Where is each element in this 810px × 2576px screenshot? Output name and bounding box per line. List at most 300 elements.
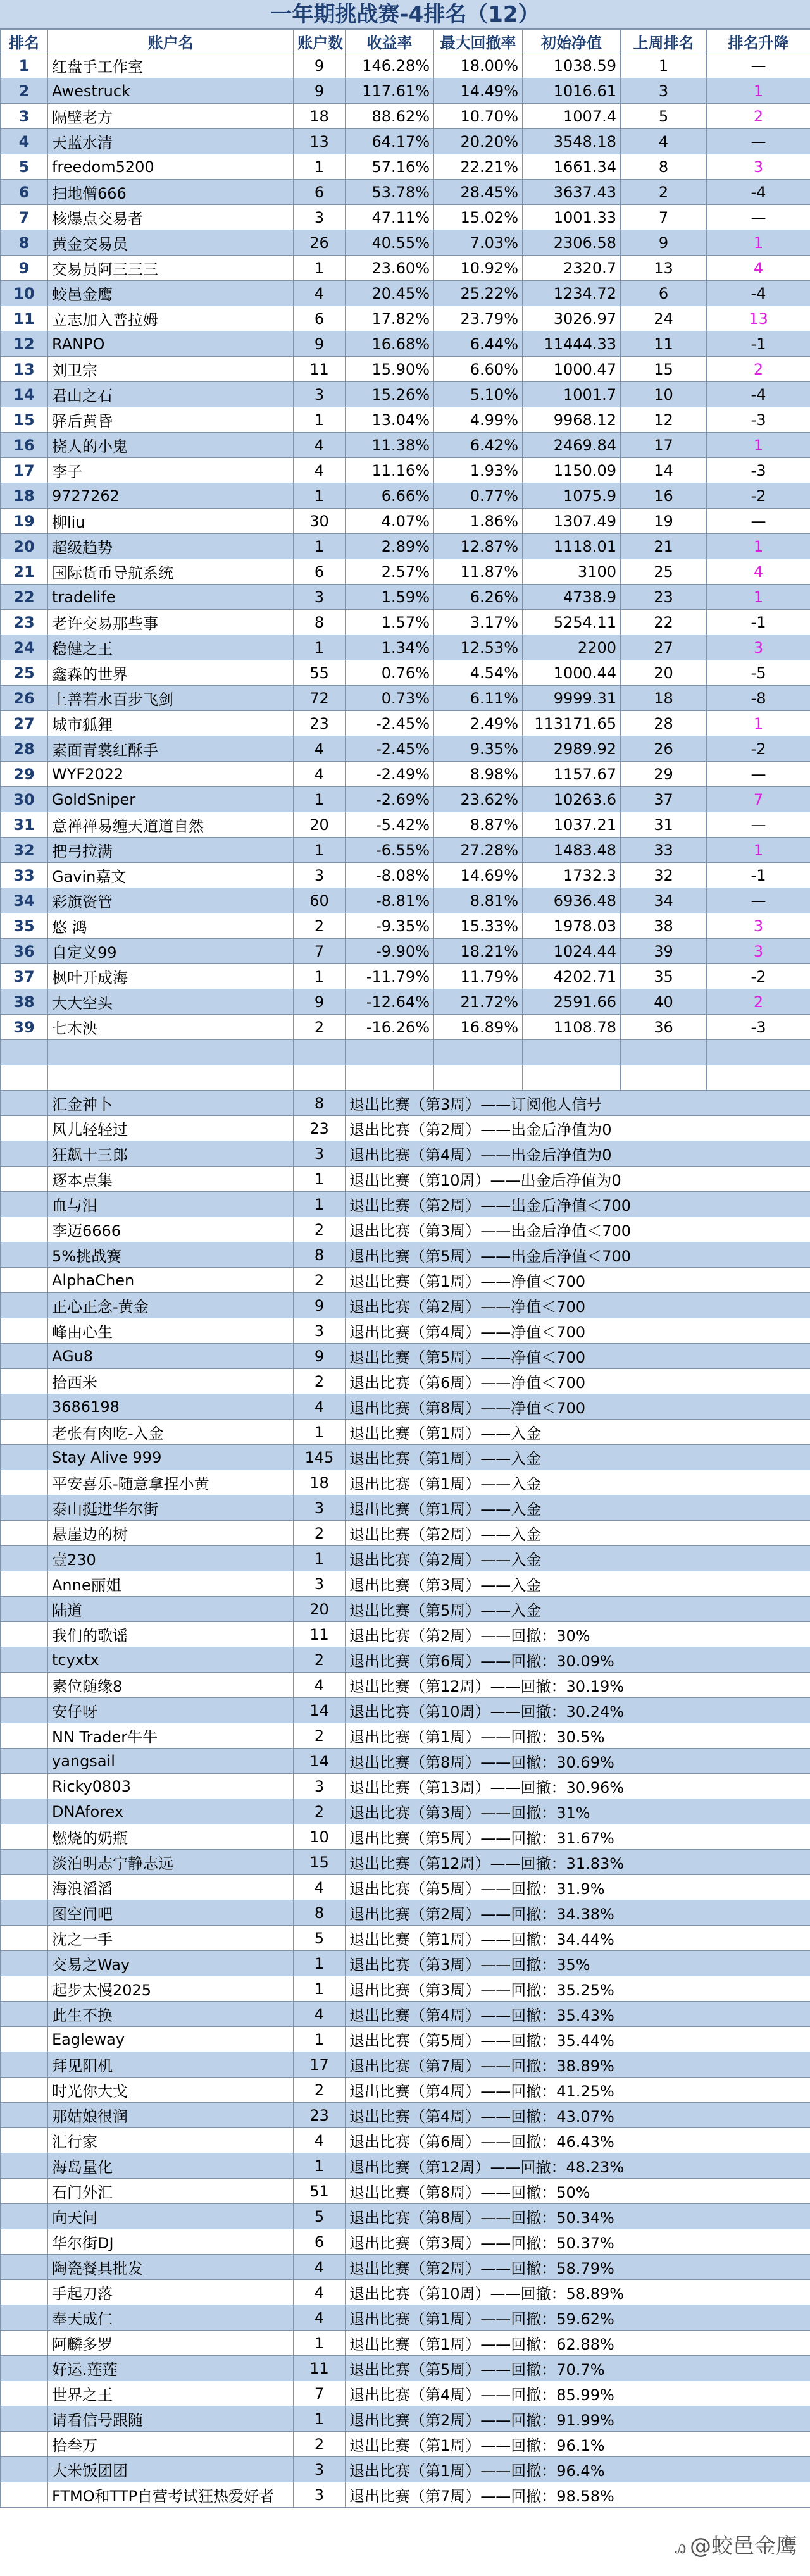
rank-change-cell: 2 (707, 357, 810, 382)
initial-nav-cell: 2200 (523, 635, 621, 660)
last-week-rank-cell: 12 (621, 407, 707, 433)
empty-cell (1, 2027, 48, 2052)
exited-account-name-cell: 石门外汇 (48, 2179, 294, 2204)
max-drawdown-cell: 6.42% (434, 433, 523, 458)
exited-account-name-cell: 汇行家 (48, 2128, 294, 2153)
exited-account-count-cell: 18 (294, 1470, 346, 1495)
return-rate-cell: 2.89% (346, 534, 434, 559)
empty-cell (1, 1420, 48, 1445)
account-count-cell: 6 (294, 306, 346, 331)
rank-cell: 31 (1, 812, 48, 838)
exited-account-name-cell: 安仔呀 (48, 1698, 294, 1723)
return-rate-cell: 1.59% (346, 585, 434, 610)
exit-reason-cell: 退出比赛（第3周）——回撤：35.25% (346, 1976, 810, 2002)
account-count-cell: 4 (294, 281, 346, 306)
exit-reason-cell: 退出比赛（第3周）——出金后净值＜700 (346, 1217, 810, 1242)
exited-row (1, 1571, 810, 1597)
empty-cell (1, 1141, 48, 1167)
account-name-cell: 黄金交易员 (48, 230, 294, 256)
table-row (1, 104, 810, 129)
rank-cell: 23 (1, 610, 48, 635)
max-drawdown-cell: 23.62% (434, 787, 523, 812)
initial-nav-cell: 11444.33 (523, 331, 621, 357)
last-week-rank-cell: 8 (621, 154, 707, 180)
last-week-rank-cell: 4 (621, 129, 707, 154)
max-drawdown-cell: 6.26% (434, 585, 523, 610)
exited-account-count-cell: 14 (294, 1698, 346, 1723)
return-rate-cell: -11.79% (346, 964, 434, 989)
exited-account-count-cell: 20 (294, 1597, 346, 1622)
exited-row (1, 1850, 810, 1875)
last-week-rank-cell: 13 (621, 256, 707, 281)
exited-account-count-cell: 3 (294, 1495, 346, 1521)
last-week-rank-cell: 17 (621, 433, 707, 458)
header-return: 收益率 (346, 30, 434, 53)
last-week-rank-cell: 14 (621, 458, 707, 483)
exited-account-name-cell: DNAforex (48, 1799, 294, 1824)
last-week-rank-cell: 19 (621, 509, 707, 534)
exited-account-count-cell: 1 (294, 2153, 346, 2179)
last-week-rank-cell: 2 (621, 180, 707, 205)
initial-nav-cell: 2591.66 (523, 989, 621, 1015)
rank-change-cell: -4 (707, 180, 810, 205)
exited-row (1, 1546, 810, 1571)
initial-nav-cell: 1150.09 (523, 458, 621, 483)
empty-cell (1, 1622, 48, 1647)
max-drawdown-cell: 18.21% (434, 939, 523, 964)
account-count-cell: 9 (294, 989, 346, 1015)
exited-account-count-cell: 4 (294, 2255, 346, 2280)
exit-reason-cell: 退出比赛（第5周）——回撤：31.67% (346, 1824, 810, 1850)
exited-row (1, 1141, 810, 1167)
initial-nav-cell: 1001.7 (523, 382, 621, 407)
account-name-cell: 李子 (48, 458, 294, 483)
exited-row (1, 2153, 810, 2179)
exited-account-count-cell: 8 (294, 1091, 346, 1116)
rank-change-cell: 1 (707, 585, 810, 610)
exit-reason-cell: 退出比赛（第8周）——回撤：30.69% (346, 1749, 810, 1774)
account-name-cell: 9727262 (48, 483, 294, 509)
max-drawdown-cell: 8.87% (434, 812, 523, 838)
exited-row (1, 1976, 810, 2002)
return-rate-cell: -5.42% (346, 812, 434, 838)
empty-cell (1, 2179, 48, 2204)
exited-account-name-cell: 奉天成仁 (48, 2305, 294, 2331)
account-count-cell: 1 (294, 787, 346, 812)
exit-reason-cell: 退出比赛（第3周）——回撤：50.37% (346, 2229, 810, 2255)
rank-cell: 30 (1, 787, 48, 812)
table-row (1, 888, 810, 913)
exit-reason-cell: 退出比赛（第4周）——回撤：35.43% (346, 2002, 810, 2027)
last-week-rank-cell: 3 (621, 78, 707, 104)
exit-reason-cell: 退出比赛（第6周）——回撤：46.43% (346, 2128, 810, 2153)
account-name-cell: Awestruck (48, 78, 294, 104)
exited-account-count-cell: 4 (294, 2305, 346, 2331)
max-drawdown-cell: 15.33% (434, 913, 523, 939)
table-row (1, 534, 810, 559)
account-count-cell: 3 (294, 863, 346, 888)
ranking-table (0, 30, 810, 2508)
exited-row (1, 1875, 810, 1900)
last-week-rank-cell: 26 (621, 736, 707, 762)
exit-reason-cell: 退出比赛（第1周）——回撤：62.88% (346, 2331, 810, 2356)
rank-change-cell: -4 (707, 281, 810, 306)
exited-account-count-cell: 2 (294, 2432, 346, 2457)
exit-reason-cell: 退出比赛（第2周）——回撤：30% (346, 1622, 810, 1647)
return-rate-cell: 0.73% (346, 686, 434, 711)
exited-row (1, 2280, 810, 2305)
empty-cell (1, 2002, 48, 2027)
empty-cell (1, 1951, 48, 1976)
table-row (1, 635, 810, 660)
rank-cell: 37 (1, 964, 48, 989)
exited-account-name-cell: 向天问 (48, 2204, 294, 2229)
rank-cell: 36 (1, 939, 48, 964)
rank-cell: 25 (1, 660, 48, 686)
return-rate-cell: 1.57% (346, 610, 434, 635)
exited-account-count-cell: 3 (294, 1318, 346, 1344)
table-row (1, 711, 810, 736)
max-drawdown-cell: 5.10% (434, 382, 523, 407)
table-row (1, 610, 810, 635)
empty-cell (1, 2381, 48, 2406)
last-week-rank-cell: 32 (621, 863, 707, 888)
exited-row (1, 2229, 810, 2255)
max-drawdown-cell: 20.20% (434, 129, 523, 154)
exit-reason-cell: 退出比赛（第2周）——回撤：58.79% (346, 2255, 810, 2280)
rank-change-cell: 1 (707, 711, 810, 736)
exit-reason-cell: 退出比赛（第7周）——回撤：98.58% (346, 2482, 810, 2508)
header-nav: 初始净值 (523, 30, 621, 53)
empty-cell (1, 1242, 48, 1268)
empty-cell (1, 1344, 48, 1369)
rank-cell: 33 (1, 863, 48, 888)
empty-cell (1, 1597, 48, 1622)
exit-reason-cell: 退出比赛（第3周）——回撤：35% (346, 1951, 810, 1976)
exited-account-name-cell: 那姑娘很润 (48, 2103, 294, 2128)
rank-cell: 2 (1, 78, 48, 104)
exit-reason-cell: 退出比赛（第1周）——净值＜700 (346, 1268, 810, 1293)
table-row (1, 230, 810, 256)
empty-cell (1, 1217, 48, 1242)
exited-row (1, 2002, 810, 2027)
rank-cell: 16 (1, 433, 48, 458)
table-row (1, 509, 810, 534)
last-week-rank-cell: 24 (621, 306, 707, 331)
empty-cell (1, 2280, 48, 2305)
last-week-rank-cell: 27 (621, 635, 707, 660)
exited-account-count-cell: 1 (294, 1420, 346, 1445)
empty-cell (1, 1293, 48, 1318)
account-name-cell: 君山之石 (48, 382, 294, 407)
account-count-cell: 2 (294, 913, 346, 939)
initial-nav-cell: 3548.18 (523, 129, 621, 154)
rank-cell: 24 (1, 635, 48, 660)
account-name-cell: 驿后黄昏 (48, 407, 294, 433)
exited-row (1, 1344, 810, 1369)
header-row (1, 30, 810, 53)
max-drawdown-cell: 15.02% (434, 205, 523, 230)
account-count-cell: 1 (294, 534, 346, 559)
exited-row (1, 2078, 810, 2103)
empty-cell (48, 1065, 294, 1091)
account-count-cell: 23 (294, 711, 346, 736)
return-rate-cell: 53.78% (346, 180, 434, 205)
exited-account-count-cell: 23 (294, 1116, 346, 1141)
initial-nav-cell: 9999.31 (523, 686, 621, 711)
max-drawdown-cell: 18.00% (434, 53, 523, 78)
initial-nav-cell: 1157.67 (523, 762, 621, 787)
account-name-cell: 素面青裳红酥手 (48, 736, 294, 762)
empty-cell (621, 1065, 707, 1091)
empty-cell (434, 1040, 523, 1065)
rank-cell: 9 (1, 256, 48, 281)
exited-account-count-cell: 14 (294, 1749, 346, 1774)
exited-account-count-cell: 1 (294, 1976, 346, 2002)
exit-reason-cell: 退出比赛（第2周）——净值＜700 (346, 1293, 810, 1318)
exited-row (1, 1951, 810, 1976)
exited-account-name-cell: 5%挑战赛 (48, 1242, 294, 1268)
return-rate-cell: 15.90% (346, 357, 434, 382)
exit-reason-cell: 退出比赛（第1周）——入金 (346, 1420, 810, 1445)
return-rate-cell: 0.76% (346, 660, 434, 686)
exited-account-count-cell: 3 (294, 1571, 346, 1597)
initial-nav-cell: 1661.34 (523, 154, 621, 180)
exited-account-name-cell: 请看信号跟随 (48, 2406, 294, 2432)
exited-row (1, 2179, 810, 2204)
table-row (1, 913, 810, 939)
rank-cell: 39 (1, 1015, 48, 1040)
return-rate-cell: 17.82% (346, 306, 434, 331)
rank-change-cell: 3 (707, 154, 810, 180)
account-count-cell: 1 (294, 407, 346, 433)
exited-account-name-cell: 峰由心生 (48, 1318, 294, 1344)
rank-cell: 34 (1, 888, 48, 913)
exit-reason-cell: 退出比赛（第1周）——回撤：30.5% (346, 1723, 810, 1749)
return-rate-cell: 146.28% (346, 53, 434, 78)
max-drawdown-cell: 6.11% (434, 686, 523, 711)
rank-cell: 38 (1, 989, 48, 1015)
rank-change-cell: 3 (707, 635, 810, 660)
exited-row (1, 1116, 810, 1141)
table-row (1, 939, 810, 964)
header-rank: 排名 (1, 30, 48, 53)
exited-row (1, 2457, 810, 2482)
return-rate-cell: -2.45% (346, 711, 434, 736)
empty-cell (1, 1091, 48, 1116)
rank-cell: 14 (1, 382, 48, 407)
return-rate-cell: -2.69% (346, 787, 434, 812)
exited-account-count-cell: 6 (294, 2229, 346, 2255)
exited-row (1, 1091, 810, 1116)
exited-row (1, 1369, 810, 1394)
rank-change-cell: -5 (707, 660, 810, 686)
exited-account-name-cell: 3686198 (48, 1394, 294, 1420)
exited-account-name-cell: 陆道 (48, 1597, 294, 1622)
account-name-cell: 自定义99 (48, 939, 294, 964)
exited-account-name-cell: AlphaChen (48, 1268, 294, 1293)
exited-account-name-cell: 燃烧的奶瓶 (48, 1824, 294, 1850)
exited-account-name-cell: 老张有肉吃-入金 (48, 1420, 294, 1445)
account-count-cell: 13 (294, 129, 346, 154)
account-count-cell: 9 (294, 78, 346, 104)
rank-change-cell: 1 (707, 534, 810, 559)
account-name-cell: 大大空头 (48, 989, 294, 1015)
max-drawdown-cell: 8.98% (434, 762, 523, 787)
exited-row (1, 1394, 810, 1420)
exited-account-count-cell: 17 (294, 2052, 346, 2078)
exited-account-count-cell: 2 (294, 1647, 346, 1673)
exited-account-count-cell: 2 (294, 1723, 346, 1749)
account-name-cell: 稳健之王 (48, 635, 294, 660)
empty-cell (1, 1040, 48, 1065)
exited-account-count-cell: 2 (294, 1521, 346, 1546)
exited-account-name-cell: 交易之Way (48, 1951, 294, 1976)
empty-cell (1, 1774, 48, 1799)
initial-nav-cell: 1024.44 (523, 939, 621, 964)
table-row (1, 989, 810, 1015)
account-count-cell: 4 (294, 762, 346, 787)
account-count-cell: 9 (294, 331, 346, 357)
max-drawdown-cell: 0.77% (434, 483, 523, 509)
rank-change-cell: 1 (707, 433, 810, 458)
exited-account-name-cell: tcyxtx (48, 1647, 294, 1673)
table-row (1, 964, 810, 989)
exited-row (1, 1799, 810, 1824)
initial-nav-cell: 2320.7 (523, 256, 621, 281)
last-week-rank-cell: 20 (621, 660, 707, 686)
exit-reason-cell: 退出比赛（第4周）——回撤：85.99% (346, 2381, 810, 2406)
rank-cell: 20 (1, 534, 48, 559)
max-drawdown-cell: 25.22% (434, 281, 523, 306)
empty-cell (1, 2229, 48, 2255)
watermark (675, 2529, 797, 2560)
exited-account-name-cell: 正心正念-黄金 (48, 1293, 294, 1318)
return-rate-cell: 6.66% (346, 483, 434, 509)
initial-nav-cell: 9968.12 (523, 407, 621, 433)
table-row (1, 483, 810, 509)
empty-cell (1, 1723, 48, 1749)
rank-change-cell: 4 (707, 256, 810, 281)
table-row (1, 433, 810, 458)
rank-change-cell: 1 (707, 230, 810, 256)
exited-account-name-cell: 狂飙十三郎 (48, 1141, 294, 1167)
empty-cell (621, 1040, 707, 1065)
max-drawdown-cell: 22.21% (434, 154, 523, 180)
exited-account-name-cell: 血与泪 (48, 1192, 294, 1217)
account-count-cell: 55 (294, 660, 346, 686)
max-drawdown-cell: 6.44% (434, 331, 523, 357)
exited-account-name-cell: 泰山挺进华尔街 (48, 1495, 294, 1521)
exited-account-name-cell: 沈之一手 (48, 1926, 294, 1951)
header-change: 排名升降 (707, 30, 810, 53)
exited-row (1, 1622, 810, 1647)
exited-row (1, 1495, 810, 1521)
initial-nav-cell: 1038.59 (523, 53, 621, 78)
empty-cell (1, 2153, 48, 2179)
table-row (1, 686, 810, 711)
exited-account-count-cell: 4 (294, 1394, 346, 1420)
return-rate-cell: 20.45% (346, 281, 434, 306)
table-row (1, 559, 810, 585)
empty-cell (346, 1040, 434, 1065)
exit-reason-cell: 退出比赛（第2周）——回撤：91.99% (346, 2406, 810, 2432)
rank-cell: 4 (1, 129, 48, 154)
exited-account-count-cell: 4 (294, 2002, 346, 2027)
account-name-cell: 柳liu (48, 509, 294, 534)
exited-account-name-cell: 时光你大戈 (48, 2078, 294, 2103)
exited-account-name-cell: 手起刀落 (48, 2280, 294, 2305)
rank-cell: 11 (1, 306, 48, 331)
exited-account-count-cell: 15 (294, 1850, 346, 1875)
exit-reason-cell: 退出比赛（第10周）——出金后净值为0 (346, 1167, 810, 1192)
exit-reason-cell: 退出比赛（第5周）——回撤：31.9% (346, 1875, 810, 1900)
exited-account-name-cell: Anne丽姐 (48, 1571, 294, 1597)
return-rate-cell: -6.55% (346, 838, 434, 863)
exit-reason-cell: 退出比赛（第8周）——净值＜700 (346, 1394, 810, 1420)
rank-change-cell: 1 (707, 78, 810, 104)
exited-account-count-cell: 8 (294, 1900, 346, 1926)
exited-account-count-cell: 2 (294, 2078, 346, 2103)
exited-account-name-cell: 我们的歌谣 (48, 1622, 294, 1647)
return-rate-cell: 2.57% (346, 559, 434, 585)
return-rate-cell: 4.07% (346, 509, 434, 534)
max-drawdown-cell: 3.17% (434, 610, 523, 635)
return-rate-cell: 23.60% (346, 256, 434, 281)
account-name-cell: 立志加入普拉姆 (48, 306, 294, 331)
account-count-cell: 3 (294, 205, 346, 230)
rank-cell: 13 (1, 357, 48, 382)
return-rate-cell: -12.64% (346, 989, 434, 1015)
empty-cell (1, 2406, 48, 2432)
exited-account-name-cell: Eagleway (48, 2027, 294, 2052)
max-drawdown-cell: 12.87% (434, 534, 523, 559)
empty-cell (1, 2305, 48, 2331)
max-drawdown-cell: 21.72% (434, 989, 523, 1015)
account-name-cell: 枫叶开成海 (48, 964, 294, 989)
max-drawdown-cell: 10.92% (434, 256, 523, 281)
initial-nav-cell: 3637.43 (523, 180, 621, 205)
exited-account-name-cell: 淡泊明志宁静志远 (48, 1850, 294, 1875)
empty-cell (707, 1065, 810, 1091)
exited-account-count-cell: 4 (294, 1875, 346, 1900)
exited-row (1, 1749, 810, 1774)
exited-row (1, 2103, 810, 2128)
empty-cell (1, 2331, 48, 2356)
account-name-cell: GoldSniper (48, 787, 294, 812)
exited-account-name-cell: 此生不换 (48, 2002, 294, 2027)
ranking-body (1, 53, 810, 2508)
account-count-cell: 1 (294, 838, 346, 863)
table-row (1, 331, 810, 357)
exited-row (1, 1673, 810, 1698)
exit-reason-cell: 退出比赛（第5周）——入金 (346, 1597, 810, 1622)
empty-cell (1, 2103, 48, 2128)
exited-account-count-cell: 1 (294, 1192, 346, 1217)
initial-nav-cell: 1978.03 (523, 913, 621, 939)
return-rate-cell: 1.34% (346, 635, 434, 660)
rank-change-cell: 3 (707, 939, 810, 964)
exited-row (1, 1647, 810, 1673)
exited-account-count-cell: 3 (294, 1774, 346, 1799)
account-count-cell: 1 (294, 256, 346, 281)
account-count-cell: 3 (294, 382, 346, 407)
rank-cell: 10 (1, 281, 48, 306)
rank-change-cell: -8 (707, 686, 810, 711)
account-count-cell: 11 (294, 357, 346, 382)
exited-account-count-cell: 145 (294, 1445, 346, 1470)
account-name-cell: 隔壁老方 (48, 104, 294, 129)
